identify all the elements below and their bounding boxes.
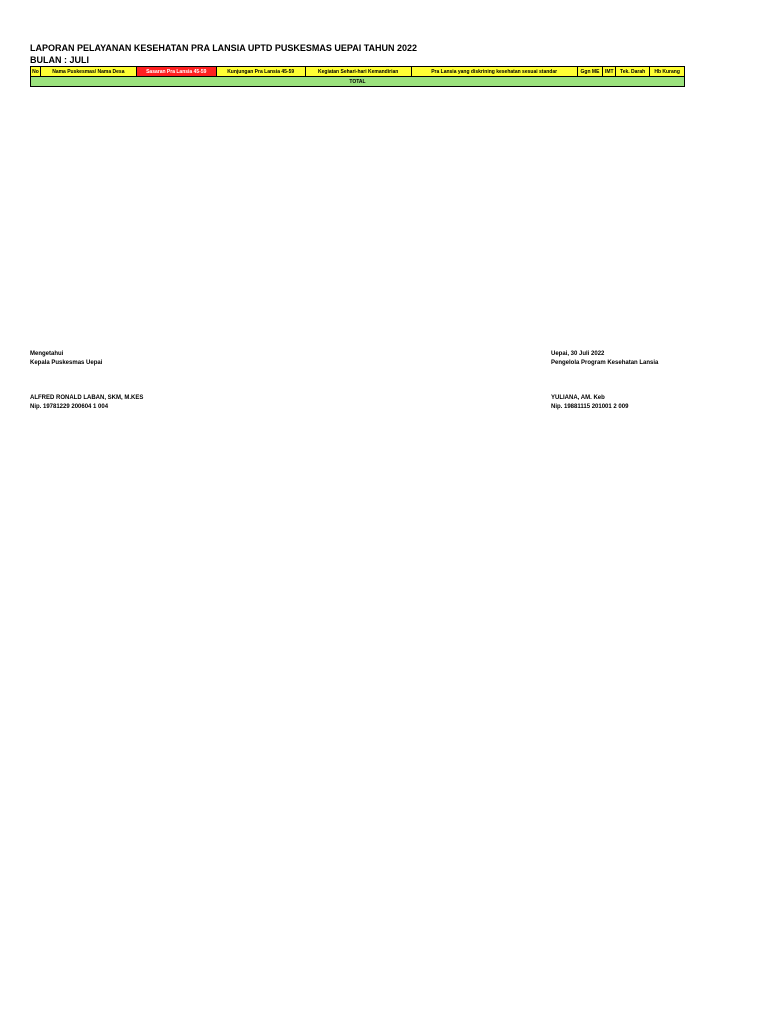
- report-title-text: LAPORAN PELAYANAN KESEHATAN PRA LANSIA UPTD PUSKESMAS UEPAI TAHUN 2022: [30, 43, 418, 53]
- report-table-1: [30, 66, 685, 87]
- signature-right-line-2: Pengelola Program Kesehatan Lansia: [551, 360, 659, 366]
- table1-header-tekanan-darah: Tek. Darah: [616, 67, 650, 77]
- signature-right-line-4: Nip. 19881115 201001 2 009: [551, 404, 629, 410]
- table1-header-row: [31, 67, 685, 77]
- signature-left-line-2: Kepala Puskesmas Uepai: [30, 360, 103, 366]
- signature-left-line-4: Nip. 19781229 200604 1 004: [30, 404, 109, 410]
- table1-header-no: No: [32, 68, 39, 75]
- table1-header-ggn-me: Ggn ME: [577, 67, 603, 77]
- signature-right-line-1: Uepai, 30 Juli 2022: [551, 351, 605, 357]
- signature-left: [30, 350, 143, 412]
- table1-header-kunjungan: Kunjungan Pra Lansia 45-59: [216, 67, 305, 77]
- signature-left-line-3: ALFRED RONALD LABAN, SKM, M.KES: [30, 395, 144, 401]
- table1-header-nama: Nama Puskesmas/ Nama Desa: [41, 67, 137, 77]
- report-month: BULAN : JULI: [30, 55, 89, 65]
- table1-header-imt: IMT: [604, 68, 614, 75]
- signature-right-line-3: YULIANA, AM. Keb: [551, 395, 605, 401]
- table1-header-hb-kurang: Hb Kurang: [650, 67, 685, 77]
- table1-total-row: [31, 77, 685, 87]
- table1-header-kegiatan: Kegiatan Sehari-hari Kemandirian: [305, 67, 411, 77]
- signature-right: [551, 350, 658, 412]
- table1-total-cell: TOTAL: [31, 77, 685, 87]
- report-title: [30, 42, 417, 66]
- table1-header-sasaran: Sasaran Pra Lansia 45-59: [136, 67, 216, 77]
- signature-left-line-1: Mengetahui: [30, 351, 64, 357]
- table1-header-skrining: Pra Lansia yang diskrining kesehatan sesuai standar: [411, 67, 577, 77]
